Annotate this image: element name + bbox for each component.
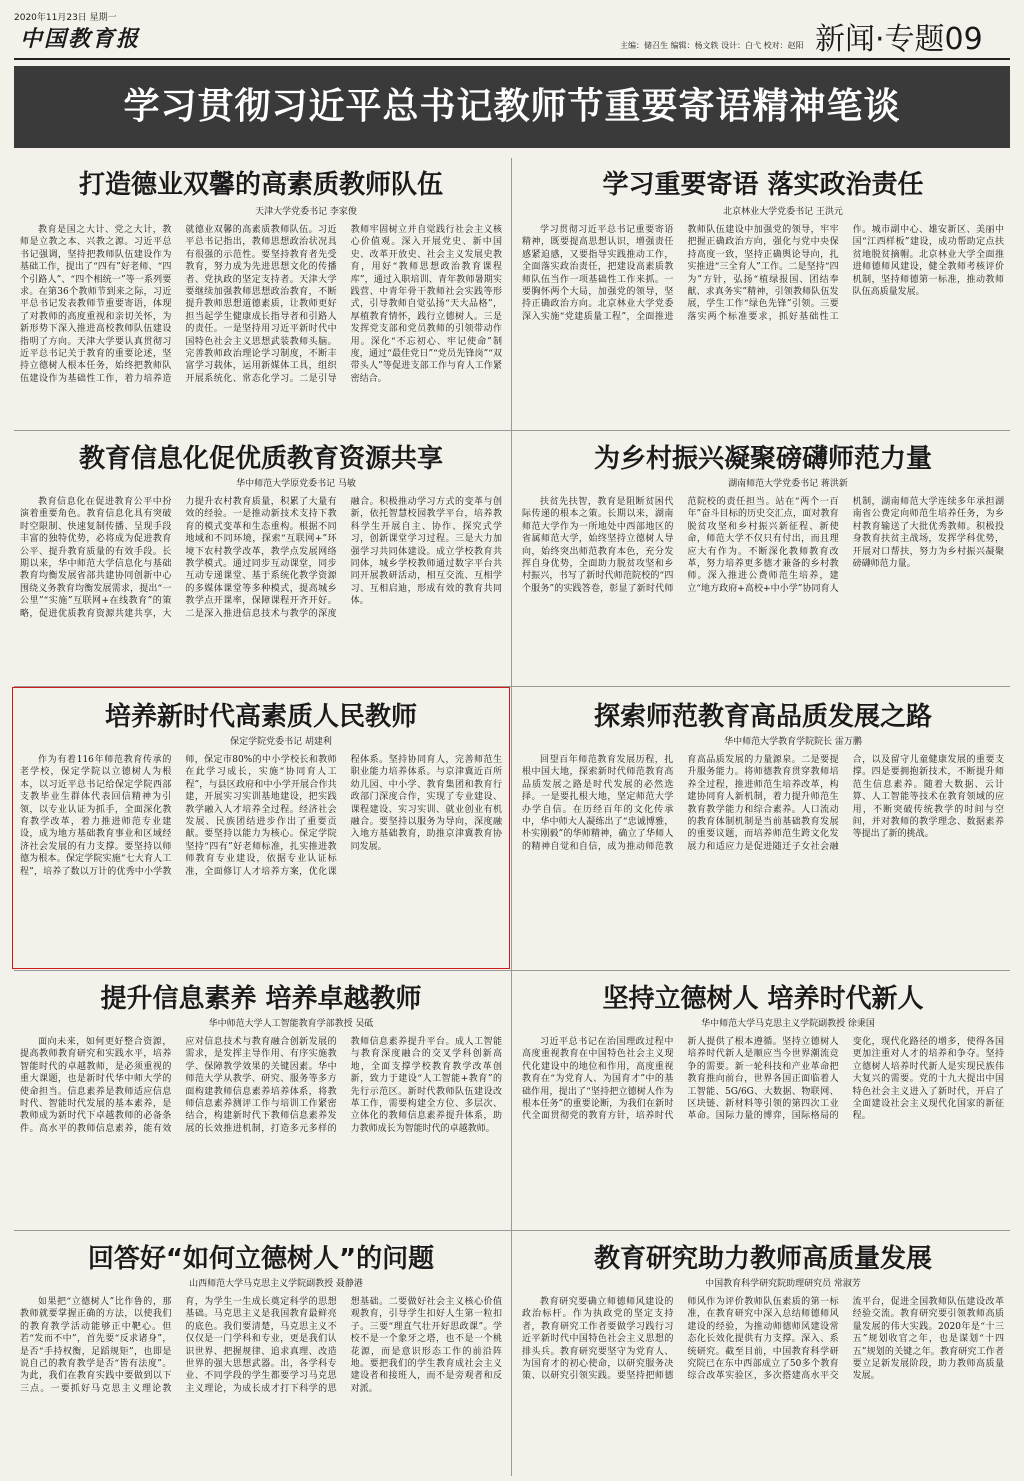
article-body xyxy=(20,224,502,424)
article-paragraph: 作为有着116年师范教育传承的老学校，保定学院以立德树人为根本，以习近平总书记给保定学院西部支教毕业生群体代表回信精神为引领，以专业认证为抓手，全面深化教育教学改革，着力推进师范专业建设，成为地方基础教育事业和区域经济社会发展的有力支撑。要坚持以师德为根本。保定学院实施“七大育人工程”，培养了数以万计的优秀中小学教师，保定市80%的中小学校长和教师在此学习成长，实施“协同育人工程”，与县区政府和中小学开展合作共建，开展实习实训基地建设，把实践教学融入人才培养全过程。经济社会发展、民族团结进步作出了重要贡献。要坚持以能力为核心。保定学院坚持“四有”好老师标准，扎实推进教师教育专业建设，依据专业认证标准，全面修订人才培养方案，优化课程体系。坚持协同育人，完善师范生职业能力培养体系。与京津冀近百所幼儿园、中小学、教育集团和教育行政部门深度合作，实现了专业建设、课程建设、实习实训、就业创业有机融合。要坚持以服务为导向，深度融入地方基础教育，助推京津冀教育协同发展。 xyxy=(20,755,502,877)
article-paragraph: 教育信息化在促进教育公平中扮演着重要角色。教育信息化具有突破时空限制、快速复制传播、呈现手段丰富的独特优势，必将成为促进教育公平、提升教育质量的有效手段。长期以来，华中师范大学信息化与基础教育均衡发展省部共建协同创新中心围绕义务教育均衡发展需求，提出“一公里”“实施”互联网+在线教育”的策略，促进优质教育资源共建共享，大力提升农村教育质量，积累了大量有效的经验。一是推动新技术支持下教育的模式变革和生态重构。根据不同地域和不同环境，探索“互联网+”环境下农村教学改革，教学点发展网络教学模式。通过同步互动课堂，同步互动专递课堂、基于系统化教学资源的多媒体课堂等多种模式，提高城乡教学点开课率，保障课程开齐开好。二是深入推进信息技术与教学的深度融合。积极推动学习方式的变革与创新，依托智慧校园教学平台，培养教科学生开展自主、协作、探究式学习，创新课堂学习过程。三是大力加强学习共同体建设。成立学校教育共同体，城乡学校教师通过数字平台共同开展教研活动，相互交流、互相学习、互相启迪，形成有效的教育共同体。 xyxy=(20,497,502,619)
article-byline: 华中师范大学原党委书记 马敏 xyxy=(236,479,356,489)
article-body xyxy=(20,1036,502,1224)
article-byline: 华中师范大学人工智能教育学部教授 吴砥 xyxy=(208,1019,374,1029)
article-title: 为乡村振兴凝聚磅礴师范力量 xyxy=(593,444,932,474)
masthead xyxy=(0,0,1024,62)
article-body xyxy=(522,1296,1004,1476)
article-paragraph: 教育研究要确立师德师风建设的政治标杆。作为执政党的坚定支持者，教育研究工作者要做学习践行习近平新时代中国特色社会主义思想的排头兵。教育研究要坚守为党育人、为国育才的初心使命，以研究服务决策、以研究引领实践。要坚持把师德师风作为评价教师队伍素质的第一标准，在教育研究中深入总结师德师风建设的经验，为推动师德师风建设常态化长效化提供有力支撑。深入、系统研究。截至目前，中国教育科学研究院已在东中西部成立了50多个教育综合改革实验区，多次搭建高水平交流平台，促进全国教师队伍建设改革经验交流。教育研究要引领教师高质量发展的伟大实践。2020年是“十三五”规划收官之年，也是谋划“十四五”规划的关键之年。教育研究工作者要立足新发展阶段，助力教师高质量发展。 xyxy=(522,1297,1004,1382)
article-a9[interactable] xyxy=(20,1234,502,1478)
article-title: 回答好“如何立德树人”的问题 xyxy=(87,1244,435,1274)
article-title: 坚持立德树人 培养时代新人 xyxy=(602,984,924,1014)
article-body xyxy=(522,224,1004,424)
article-body xyxy=(522,754,1004,962)
article-body xyxy=(20,496,502,680)
article-paragraph: 习近平总书记在治国理政过程中高度重视教育在中国特色社会主义现代化建设中的地位和作用，高度重视教育在“为党育人、为国育才”中的基础作用，提出了“坚持把立德树人作为根本任务”的重要论断，为我们在新时代全面贯彻党的教育方针，培养时代新人提供了根本遵循。坚持立德树人培养时代新人是顺应当今世界潮流竞争的需要。新一轮科技和产业革命把教育推向前台，世界各国正面临着人工智能、5G/6G、大数据、物联网、区块链、新材料等引领的第四次工业革命。国际力量的博弈，国际格局的变化，现代化路径的增多，使得各国更加注重对人才的培养和争夺。坚持立德树人培养时代新人是实现民族伟大复兴的需要。党的十九大提出中国特色社会主义进入了新时代，开启了全面建设社会主义现代化国家的新征程。 xyxy=(522,1037,1004,1122)
article-title: 培养新时代高素质人民教师 xyxy=(104,702,417,732)
column-divider xyxy=(511,158,512,1476)
article-title: 提升信息素养 培养卓越教师 xyxy=(100,984,422,1014)
row-divider xyxy=(14,430,1010,431)
article-byline: 湖南师范大学党委书记 蒋洪新 xyxy=(728,479,848,489)
article-title: 教育研究助力教师高质量发展 xyxy=(593,1244,932,1274)
row-divider xyxy=(14,1230,1010,1231)
article-paragraph: 回望百年师范教育发展历程，扎根中国大地，探索新时代师范教育高品质发展之路是时代发展的必然选择。一是要扎根大地，坚定师范大学办学自信。在历经百年的文化传承中，华中师大人凝练出了“忠诚博雅，朴实刚毅”的华师精神，确立了华师人的精神自觉和自信，成为推动师范教育高品质发展的力量源泉。二是要提升服务能力。将师德教育贯穿教师培养全过程，推进师范生培养改革，构建协同育人新机制，着力提升师范生教育教学能力和综合素养。人口流动的教育体制机制是当前基础教育发展的重要议题，而培养师范生跨文化发展力和适应力是促进随迁子女社会融合，以及留守儿童健康发展的重要支撑。四是要拥抱新技术，不断提升师范生信息素养。随着大数据、云计算、人工智能等技术在教育领域的应用，不断突破传统教学的时间与空间，并对教师的教学理念、数据素养等提出了新的挑战。 xyxy=(522,755,1004,852)
article-a6[interactable] xyxy=(522,692,1004,964)
article-a2[interactable] xyxy=(522,160,1004,426)
article-body xyxy=(20,754,502,962)
article-byline: 保定学院党委书记 胡建利 xyxy=(230,737,332,747)
article-a4[interactable] xyxy=(522,434,1004,682)
article-body xyxy=(522,496,1004,680)
paper-name-logo: 中国教育报 xyxy=(20,26,141,52)
article-body xyxy=(20,1296,502,1476)
article-byline: 华中师范大学马克思主义学院副教授 徐秉国 xyxy=(701,1019,875,1029)
article-title: 打造德业双馨的高素质教师队伍 xyxy=(78,170,443,200)
article-paragraph: 如果把“立德树人”比作鲁的，那教师就要掌握正确的方法，以使我们的教育教学活动能够正中靶心。但若“发而不中”，首先要“反求诸身”，是否“手持权衡，足蹈规矩”，也即是说自己的教育教学是否“皆有法度”。为此，我们在教育实践中要做到以下三点。一要抓好马克思主义理论教育，为学生一生成长奠定科学的思想基础。马克思主义是我国教育最鲜亮的底色。我们要清楚，马克思主义不仅仅是一门学科和专业，更是我们认识世界、把握规律、追求真理、改造世界的强大思想武器。出，各学科专业、不同学段的学生都要学习马克思主义理论，为成长成才打下科学的思想基础。二要做好社会主义核心价值观教育，引导学生扣好人生第一粒扣子。三要“理直气壮开好思政课”。学校不是一个象牙之塔，也不是一个桃花源，而是意识形态工作的前沿阵地。要把我们的学生教育成社会主义建设者和接班人，而不是旁观者和反对派。 xyxy=(20,1297,502,1394)
article-byline: 北京林业大学党委书记 王洪元 xyxy=(723,207,843,217)
article-a5[interactable] xyxy=(20,692,502,964)
article-byline: 华中师范大学教育学院院长 雷万鹏 xyxy=(724,737,862,747)
banner-title: 学习贯彻习近平总书记教师节重要寄语精神笔谈 xyxy=(123,86,901,127)
article-paragraph: 学习贯彻习近平总书记重要寄语精神，既要提高思想认识，增强责任感紧迫感，又要指导实践推动工作，全面落实政治责任，把建设高素质教师队伍当作一项基础性工作来抓。一要胸怀两个大局，加强党的领导，坚持正确政治方向。北京林业大学党委深入实施“党建质量工程”，全面推进教师队伍建设中加强党的领导，牢牢把握正确政治方向，强化与党中央保持高度一致，坚持正确舆论导向，扎实推进“三全育人”工作。二是坚持“四为”方针，弘扬“植绿报国、团结奉献、求真务实”精神，引领教师队伍发展，学生工作“绿色先锋”引领。三要落实两个标准要求，抓好基础性工作。城市副中心、雄安新区、美丽中国“江西样板”建设，成功帮助定点扶贫地脱贫摘帽。北京林业大学全面推进师德师风建设，健全教师考核评价机制，坚持师德第一标准，推动教师队伍高质量发展。 xyxy=(522,225,1004,322)
article-a7[interactable] xyxy=(20,974,502,1226)
article-title: 学习重要寄语 落实政治责任 xyxy=(602,170,924,200)
article-title: 探索师范教育高品质发展之路 xyxy=(593,702,932,732)
article-paragraph: 扶贫先扶智，教育是阻断贫困代际传递的根本之策。长期以来，湖南师范大学作为一所地处中西部地区的省属师范大学，始终坚持立德树人导向，始终突出师范教育本色，充分发挥自身优势，全面助力脱贫攻坚和乡村振兴，书写了新时代师范院校的“四个服务”的实践答卷，彰显了新时代师范院校的责任担当。站在“两个一百年”奋斗目标的历史交汇点，面对教育脱贫攻坚和乡村振兴新征程、新使命，师范大学不仅只有付出，而且理应大有作为。不断深化教师教育改革，努力培养更多德才兼备的乡村教师。深入推进公费师范生培养，建立“地方政府+高校+中小学”协同育人机制，湖南师范大学连续多年承担湖南省公费定向师范生培养任务，为乡村教育输送了大批优秀教师。积极投身教育扶贫主战场，发挥学科优势，开展对口帮扶，努力为乡村振兴凝聚磅礴师范力量。 xyxy=(522,497,1004,594)
article-paragraph: 教育是国之大计、党之大计，教师是立教之本、兴教之源。习近平总书记强调，坚持把教师队伍建设作为基础工作，提出了“四有”好老师、“四个引路人”、“四个相统一”等一系列要求。在第36个教师节到来之际，习近平总书记发表教师节重要寄语，体现了对教师的高度重视和亲切关怀，为新形势下深入推进高校教师队伍建设指明了方向。天津大学要认真贯彻习近平总书记关于教育的重要论述，坚持立德树人根本任务，始终把教师队伍建设作为基础性工作，着力培养造就德业双馨的高素质教师队伍。习近平总书记指出，教师思想政治状况具有很强的示范性。要坚持教育者先受教育，努力成为先进思想文化的传播者、党执政的坚定支持者。天津大学要继续加强教师思想政治教育，不断提升教师思想道德素质，让教师更好担当起学生健康成长指导者和引路人的责任。一是坚持用习近平新时代中国特色社会主义思想武装教师头脑。完善教师政治理论学习制度，不断丰富学习载体，运用新媒体工具，组织开展系统化、常态化学习。二是引导教师牢固树立并自觉践行社会主义核心价值观。深入开展党史、新中国史、改革开放史、社会主义发展史教育，用好“教师思想政治教育课程库”，通过入职培训、青年教师暑期实践营、中青年骨干教师社会实践等形式，引导教师自觉弘扬“天大品格”，厚植教育情怀，践行立德树人。三是发挥党支部和党员教师的引领带动作用。深化“不忘初心、牢记使命”制度，通过“最佳党日”“党员先锋岗”“双带头人”等促进支部工作与育人工作紧密结合。 xyxy=(20,225,502,384)
editor-credits: 主编：储召生 编辑：杨文轶 设计：白弋 校对：赵阳 xyxy=(620,41,804,50)
article-title: 教育信息化促优质教育资源共享 xyxy=(78,444,443,474)
issue-date: 2020年11月23日 星期一 xyxy=(14,13,117,23)
article-a3[interactable] xyxy=(20,434,502,682)
article-a8[interactable] xyxy=(522,974,1004,1226)
article-a1[interactable] xyxy=(20,160,502,426)
article-a10[interactable] xyxy=(522,1234,1004,1478)
article-byline: 天津大学党委书记 李家俊 xyxy=(255,207,357,217)
banner xyxy=(14,66,1010,148)
article-byline: 中国教育科学研究院助理研究员 常淑芳 xyxy=(705,1279,861,1289)
masthead-rule xyxy=(14,58,1010,60)
row-divider xyxy=(14,970,1010,971)
article-paragraph: 面向未来，如何更好整合资源，提高教师教育研究和实践水平，培养智能时代的卓越教师，是必须重视的重大课题，也是新时代华中师大学的使命担当。信息素养是教师适应信息时代、智能时代发展的基本素养，是教师成为新时代下卓越教师的必备条件。高水平的教师信息素养，能有效应对信息技术与教育融合创新发展的需求，是发挥主导作用、有序实施教学、保障教学效果的关键因素。华中师范大学从教学、研究、服务等多方面构建教师信息素养培养体系，将教师信息素养测评工作与培训工作紧密结合，构建新时代下教师信息素养发展的长效推进机制，打造多元多样的教师信息素养提升平台。成人工智能与教育深度融合的交叉学科创新高地，全面支撑学校教育教学改革创新，致力于建设“人工智能+教育”的先行示范区。新时代教师队伍建设改革工作，需要构建全方位、多层次、立体化的教师信息素养提升体系，助力教师成长为智能时代的卓越教师。 xyxy=(20,1037,502,1134)
article-byline: 山西师范大学马克思主义学院副教授 聂静港 xyxy=(189,1279,363,1289)
section-name: 新闻·专题09 xyxy=(815,22,983,57)
article-body xyxy=(522,1036,1004,1224)
